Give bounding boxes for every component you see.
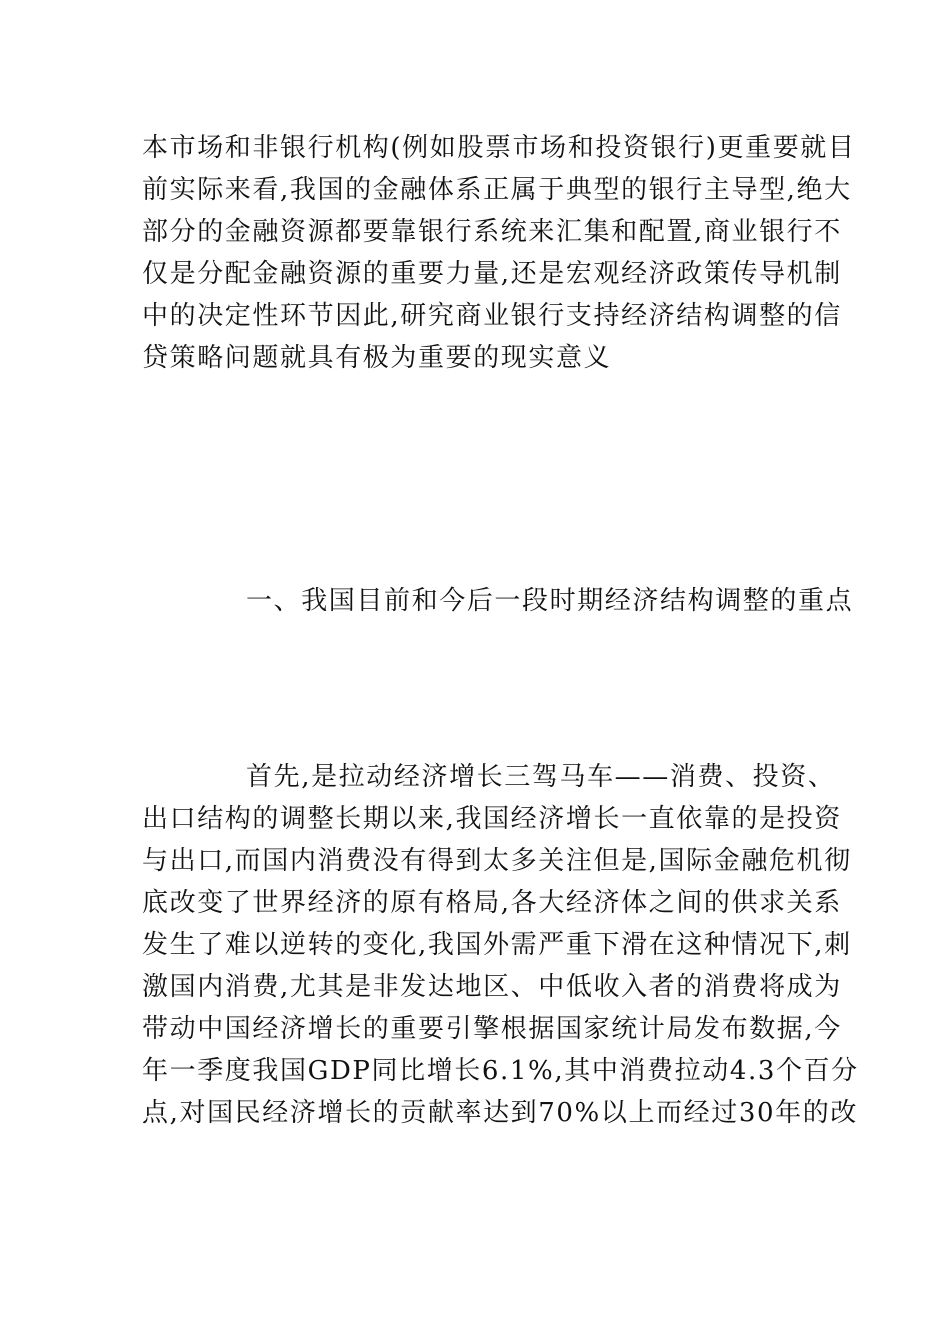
- text-line: 部分的金融资源都要靠银行系统来汇集和配置,商业银行不: [142, 217, 842, 247]
- text-line: 带动中国经济增长的重要引擎根据国家统计局发布数据,今: [142, 1014, 842, 1044]
- body-paragraph-1: [142, 127, 856, 379]
- text-line: 底改变了世界经济的原有格局,各大经济体之间的供求关系: [142, 888, 842, 918]
- text-line: 与出口,而国内消费没有得到太多关注但是,国际金融危机彻: [142, 846, 852, 876]
- text-line: 中的决定性环节因此,研究商业银行支持经济结构调整的信: [142, 301, 842, 331]
- text-line: 激国内消费,尤其是非发达地区、中低收入者的消费将成为: [142, 972, 842, 1002]
- text-line: 前实际来看,我国的金融体系正属于典型的银行主导型,绝大: [142, 175, 852, 205]
- text-line-indented: 首先,是拉动经济增长三驾马车——消费、投资、: [246, 762, 836, 792]
- text-line: 出口结构的调整长期以来,我国经济增长一直依靠的是投资: [142, 804, 842, 834]
- section-heading: 一、我国目前和今后一段时期经济结构调整的重点: [246, 586, 854, 616]
- body-paragraph-2: [142, 756, 859, 1134]
- text-line: 本市场和非银行机构(例如股票市场和投资银行)更重要就目: [142, 133, 856, 163]
- text-line: 年一季度我国GDP同比增长6.1%,其中消费拉动4.3个百分: [142, 1056, 859, 1086]
- text-line: 贷策略问题就具有极为重要的现实意义: [142, 343, 612, 373]
- text-line: 发生了难以逆转的变化,我国外需严重下滑在这种情况下,刺: [142, 930, 852, 960]
- text-line: 仅是分配金融资源的重要力量,还是宏观经济政策传导机制: [142, 259, 842, 289]
- text-line: 点,对国民经济增长的贡献率达到70%以上而经过30年的改: [142, 1098, 858, 1128]
